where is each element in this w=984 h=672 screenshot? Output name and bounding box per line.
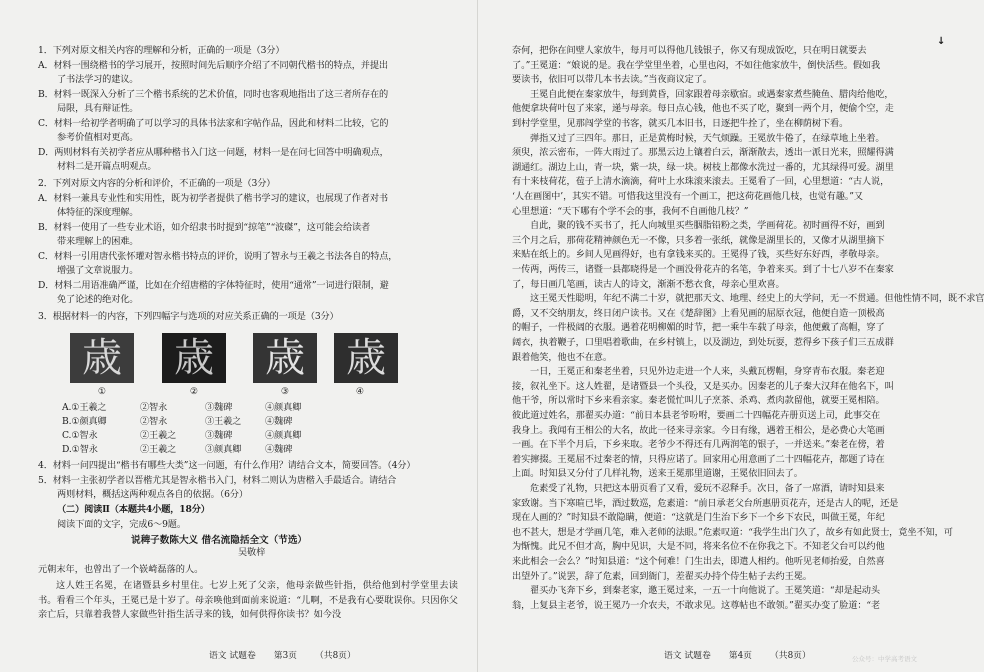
story-line: 彼此道过姓名，那翟买办道：“前日本县老爷吩咐，要画二十四幅花卉册页送上司，此事交在 [512, 410, 881, 421]
q5-stem-cont: 两则材料，概括这两种观点各自的依据。（6分） [57, 489, 248, 500]
calligraphy-label-2: ② [189, 386, 199, 397]
q1-stem: 1．下列对原文相关内容的理解和分析，正确的一项是（3分） [38, 45, 285, 56]
q3-option-d-3: ③颜真卿 [205, 444, 242, 455]
q3-option-a-1: A.①王羲之 [62, 402, 107, 413]
calligraphy-char-2: 歳 [174, 335, 214, 381]
q1-option-c: C．材料一给初学者明确了可以学习的具体书法家和字帖作品，因此和材料二比较，它的 [38, 118, 389, 129]
calligraphy-char-3: 歳 [265, 335, 305, 381]
story-line: 来此相会一会么？”时知县道：“这个何难！门生出去，即遣人相约。他听见老师抬爱，自然喜 [512, 556, 885, 567]
story-line: 一传两，两传三，诸暨一县都晓得是一个画没骨花卉的名笔，争着来买。到了十七八岁不在秦家 [512, 264, 894, 275]
q1-option-d: D．两则材料有关初学者应从哪种楷书入门这一问题，材料一是在问七回答中明确观点， [38, 147, 389, 158]
q1-option-d-cont: 材料二是开篇点明观点。 [57, 161, 157, 172]
q3-option-c-4: ④颜真卿 [265, 430, 302, 441]
story-author: 吴敬梓 [238, 547, 266, 558]
story-line: 湖通红。湖边上山，青一块，紫一块，绿一块。树枝上都像水洗过一番的，尤其绿得可爱。湖里 [512, 161, 894, 173]
q4-stem: 4．材料一问四提出“楷书有哪些大类”这一问题，有什么作用？请结合文本，简要回答。（4分） [38, 460, 416, 471]
story-line: 了。”王冕道：“娘说的是。我在学堂里坐着，心里也闷，不如往他家放牛，倒快活些。假如我 [512, 59, 881, 71]
story-line: 他便拿块荷叶包了来家，递与母亲。每日点心钱，他也不买了吃，聚到一两个月，便偷个空，走 [512, 103, 894, 115]
story-line: 爵，又不交纳朋友，终日闭户读书。又在《楚辞图》上看见画的屈原衣冠，他便自造一顶极高 [512, 307, 885, 319]
calligraphy-sample-3 [253, 333, 317, 383]
watermark: 公众号：中学高考语文 [852, 655, 917, 663]
story-line: 出望外了。”说罢，辞了危素，回到衙门，差翟买办持个侍生帖子去约王冕。 [512, 570, 812, 582]
q3-option-a-3: ③魏碑 [205, 402, 233, 413]
story-line: 有十来枝荷花，苞子上清水滴滴，荷叶上水珠滚来滚去。王冕看了一回，心里想道：“古人说， [512, 176, 890, 188]
footer-page-number: 第3页 [273, 651, 297, 661]
footer-page-number: 第4页 [728, 651, 752, 661]
q2-option-b: B．材料一使用了一些专业术语，如介绍隶书时提到“掠笔”“波磔”，这可能会给读者 [38, 222, 371, 233]
q1-option-b: B．材料一既深入分析了三个楷书系统的艺术价值，同时也客观地指出了这三者所存在的 [38, 89, 389, 100]
story-line: 上面。时知县又分付了几样礼物，送来王冕那里道谢，王冕依旧回去了。 [512, 468, 803, 480]
down-arrow-icon: ↓ [937, 36, 946, 47]
story-line: 他干爷，所以常时下乡来看亲家。秦老慌忙叫儿子烹茶、杀鸡、煮肉款留他，就要王冕相陪。 [512, 395, 885, 407]
q2-option-c-cont: 增强了文章说服力。 [57, 265, 139, 276]
q3-option-b-1: B.①颜真卿 [62, 416, 107, 427]
right-page-footer [664, 648, 829, 661]
q2-stem: 2．下列对原文内容的分析和评价，不正确的一项是（3分） [38, 178, 276, 189]
q1-option-a: A．材料一围绕楷书的学习展开，按照时间先后顺序介绍了不同朝代楷书的特点，并提出 [38, 60, 388, 71]
section-instruction: 阅读下面的文字，完成6～9题。 [57, 519, 186, 530]
story-line: 现在人画的？”时知县不敢隐瞒，便道：“这就是门生治下乡下一个乡下农民，叫做王冕，年纪 [512, 512, 885, 524]
calligraphy-sample-4 [334, 333, 398, 383]
q3-stem: 3．根据材料一的内容，下列四幅字与选项的对应关系正确的一项是（3分） [38, 311, 339, 322]
story-line: 了，每日画几笔画，读古人的诗文，渐渐不愁衣食，母亲心里欢喜。 [512, 278, 785, 290]
story-line: 着实撺掇。王冕屈不过秦老的情，只得应诺了。回家用心用意画了二十四幅花卉，都题了诗在 [512, 453, 885, 465]
q1-option-c-cont: 参考价值相对更高。 [57, 132, 139, 143]
q2-option-b-cont: 带来理解上的困难。 [57, 236, 139, 247]
q1-option-b-cont: 局限，具有辩证性。 [57, 103, 139, 114]
story-line: 奈何，把你在间壁人家放牛，每月可以得他几钱银子，你又有现成饭吃，只在明日就要去 [512, 45, 867, 56]
story-line: 一日，王冕正和秦老坐着，只见外边走进一个人来，头戴瓦楞帽，身穿青布衣服。秦老迎 [530, 366, 885, 378]
q2-option-a: A．材料一兼具专业性和实用性，既为初学者提供了楷书学习的建议，也展现了作者对书 [38, 193, 388, 204]
q1-option-a-cont: 了书法学习的建议。 [57, 74, 139, 85]
q3-option-c-3: ③魏碑 [205, 430, 233, 441]
footer-total-pages: （共8页） [769, 651, 811, 661]
story-line: 心里想道：“天下哪有个学不会的事，我何不自画他几枝？” [512, 205, 749, 217]
story-line: 须臾，浓云密布，一阵大雨过了。那黑云边上镶着白云，渐渐散去，透出一派日光来，照耀得满 [512, 147, 894, 159]
story-line: 阔衣，执着鞭子，口里唱着歌曲，在乡村镇上，以及湖边，到处玩耍，惹得乡下孩子们三五成群 [512, 337, 894, 348]
left-page-footer [209, 648, 374, 661]
story-line: 来贴在纸上的。乡间人见画得好，也有拿钱来买的。王冕得了钱，买些好东好西，孝敬母亲。 [512, 249, 885, 261]
story-line: 也不甚大，想是才学画几笔，难入老师的法眼。”危素叹道：“我学生出门久了，故乡有如此贤士，竟坐不知，可 [512, 526, 953, 538]
story-line: 的帽子，一件极阔的衣服。遇着花明柳媚的时节，把一乘牛车载了母亲，他便戴了高帽，穿了 [512, 322, 885, 334]
story-paragraph-2: 这人姓王名冕，在诸暨县乡村里住。七岁上死了父亲，他母亲做些针指，供给他到村学堂里去读书。看看三个年头，王冕已是十岁了。母亲唤他到面前来说道：“儿啊，不是我有心要耽误你。只因你父亲亡后，只靠着我替人家做些针指生活寻来的钱，如何供得你读书？如今没 [38, 580, 458, 621]
story-line: 接，叙礼坐下。这人姓翟，是诸暨县一个头役，又是买办。因秦老的儿子秦大汉拜在他名下，叫 [512, 380, 894, 392]
story-line: 三个月之后，那荷花精神颜色无一不像，只多着一张纸，就像是湖里长的，又像才从湖里摘下 [512, 234, 885, 246]
q3-option-b-2: ②智永 [140, 416, 168, 427]
story-line: 要读书，依旧可以带几本书去读。”当夜商议定了。 [512, 74, 712, 86]
story-line: 一画。在下半个月后，下乡来取。老爷少不得还有几两润笔的银子，一并送来。”秦老在傍，着 [512, 439, 885, 451]
story-line: 翁，上复县主老爷，说王冕乃一介农夫，不敢求见。这尊帖也不敢领。”翟买办变了脸道：“老 [512, 599, 881, 611]
calligraphy-label-4: ④ [355, 386, 365, 397]
story-line: 到村学堂里，见那闯学堂的书客，就买几本旧书，日逐把牛拴了，坐在柳荫树下看。 [512, 118, 849, 129]
q2-option-c: C．材料一引用唐代张怀瓘对智永楷书特点的评价，说明了智永与王羲之书法各自的特点， [38, 251, 398, 262]
q2-option-a-cont: 体特征的深度理解。 [57, 207, 139, 218]
footer-subject: 语文 试题卷 [664, 651, 711, 661]
story-line: 自此，聚的钱不买书了，托人向城里买些胭脂铅粉之类，学画荷花。初时画得不好，画到 [530, 220, 885, 232]
footer-total-pages: （共8页） [314, 651, 356, 661]
story-line: 王冕自此便在秦家放牛，每到黄昏，回家跟着母亲歇宿。或遇秦家煮些腌鱼、腊肉给他吃， [530, 88, 894, 100]
story-line: 家致谢。当下寒暄已毕，酒过数巡，危素道：“前日承老父台所惠册页花卉，还是古人的呢，还是 [512, 497, 899, 509]
story-title: 说稗子数陈大义 借名流隐括全文（节选） [131, 535, 308, 546]
q3-option-b-4: ④魏碑 [265, 416, 293, 427]
q2-option-d-cont: 免了论述的绝对化。 [57, 294, 139, 305]
calligraphy-char-1: 歳 [82, 335, 122, 381]
story-line: 这王冕天性聪明，年纪不满二十岁，就把那天文、地理、经史上的大学问，无一不贯通。但他性情不同，既不求官 [530, 293, 984, 305]
q3-option-a-4: ④颜真卿 [265, 402, 302, 413]
calligraphy-label-3: ③ [280, 386, 290, 397]
story-line: 我身上。我闻有王相公的大名，故此一径来寻亲家。今日有缘，遇着王相公，是必费心大笔画 [512, 424, 885, 436]
q3-option-b-3: ③王羲之 [205, 416, 242, 427]
q3-option-c-1: C.①智永 [62, 430, 98, 441]
q2-option-d: D．材料二用语准确严谨，比如在介绍唐楷的字体特征时，使用“通常”一词进行限制，避 [38, 280, 389, 291]
story-line: 跟着他笑，他也不在意。 [512, 351, 612, 363]
q3-option-a-2: ②智永 [140, 402, 168, 413]
q3-option-d-2: ②王羲之 [140, 444, 177, 455]
footer-subject: 语文 试题卷 [209, 651, 256, 661]
story-line: 翟买办飞奔下乡，到秦老家，邀王冕过来，一五一十向他说了。王冕笑道：“却是起动头 [530, 585, 880, 597]
story-paragraph-1: 元朝末年，也曾出了一个嵚崎磊落的人。 [38, 564, 204, 575]
q3-option-d-4: ④魏碑 [265, 444, 293, 455]
page-fold-divider [477, 0, 478, 672]
q5-stem: 5．材料一主张初学者以晋楷尤其是智永楷书入门，材料二则认为唐楷入手最适合。请结合 [38, 475, 397, 486]
calligraphy-sample-1 [70, 333, 134, 383]
calligraphy-label-1: ① [97, 386, 107, 397]
story-line: 为惭愧。此兄不但才高，胸中见识，大是不同，将来名位不在你我之下。不知老父台可以约他 [512, 541, 885, 553]
section-heading: （二）阅读Ⅱ（本题共4小题，18分） [57, 504, 210, 515]
story-line: ‘人在画图中’，其实不错。可惜我这里没有一个画工，把这荷花画他几枝，也觉有趣。”又 [512, 191, 863, 202]
story-line: 弹指又过了三四年。那日，正是黄梅时候，天气烦躁。王冕放牛倦了，在绿草地上坐着。 [530, 132, 885, 144]
story-line: 危素受了礼物，只把这本册页看了又看，爱玩不忍释手。次日，备了一席酒，请时知县来 [530, 483, 885, 494]
calligraphy-char-4: 歳 [346, 335, 386, 381]
q3-option-d-1: D.①智永 [62, 444, 98, 455]
q3-option-c-2: ②王羲之 [140, 430, 177, 441]
calligraphy-sample-2 [162, 333, 226, 383]
